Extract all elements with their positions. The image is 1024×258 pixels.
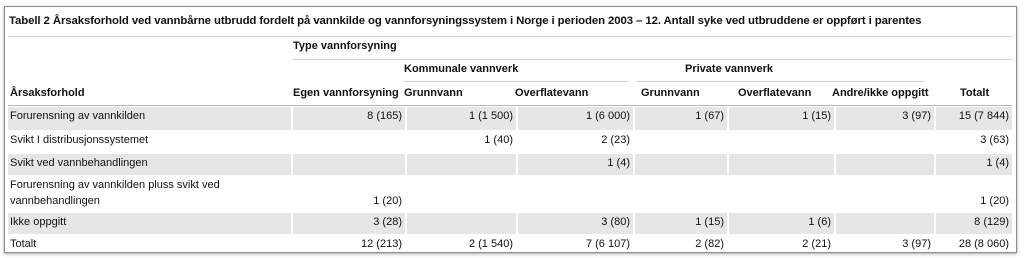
value-cell (729, 176, 834, 212)
cell-value: 3 (80) (601, 216, 630, 228)
cell-value: 3 (28) (373, 216, 402, 228)
value-cell (518, 154, 633, 175)
value-cell (407, 154, 516, 175)
header-divider (8, 105, 1012, 106)
cell-value: 15 (7 844) (958, 110, 1009, 122)
table-row (8, 176, 1012, 212)
cell-value: 1 (1 500) (468, 110, 513, 122)
group-divider (293, 59, 1012, 60)
table-row (8, 213, 1012, 234)
cell-value: 7 (6 107) (585, 238, 630, 250)
value-cell (729, 213, 834, 234)
cell-value: 8 (165) (367, 110, 402, 122)
cell-value: 3 (97) (902, 238, 931, 250)
value-cell (518, 213, 633, 234)
table-row (8, 235, 1012, 253)
group-header: Type vannforsyning (293, 40, 397, 52)
row-label: Forurensning av vannkilden (10, 110, 146, 122)
value-cell (407, 235, 516, 253)
cell-value: 1 (40) (484, 134, 513, 146)
value-cell (293, 154, 405, 175)
row-label: Totalt (10, 238, 37, 250)
row-label-continued: vannbehandlingen (10, 195, 100, 207)
row-label-cell (8, 176, 291, 212)
private-header: Private vannverk (685, 63, 774, 75)
value-cell (729, 154, 834, 175)
table-row (8, 154, 1012, 175)
value-cell (936, 154, 1012, 175)
cell-value: 2 (82) (695, 238, 724, 250)
col-header-privat-grunnvann: Grunnvann (641, 87, 700, 99)
value-cell (635, 235, 727, 253)
value-cell (635, 176, 727, 212)
cell-value: 2 (21) (802, 238, 831, 250)
value-cell (836, 176, 934, 212)
row-label-cell (8, 235, 291, 253)
cell-value: 8 (129) (974, 216, 1009, 228)
col-header-kommunal-overflatevann: Overflatevann (515, 87, 589, 99)
value-cell (635, 154, 727, 175)
cell-value: 1 (20) (980, 195, 1009, 207)
value-cell (293, 235, 405, 253)
col-header-cause: Årsaksforhold (10, 87, 85, 99)
value-cell (635, 213, 727, 234)
cell-value: 28 (8 060) (958, 238, 1009, 250)
cell-value: 1 (4) (607, 157, 630, 169)
value-cell (836, 213, 934, 234)
row-label-cell (8, 131, 291, 153)
value-cell (635, 107, 727, 130)
row-label-cell (8, 213, 291, 234)
row-label: Svikt I distribusjonssystemet (10, 134, 149, 146)
value-cell (936, 176, 1012, 212)
value-cell (518, 176, 633, 212)
cell-value: 1 (20) (373, 195, 402, 207)
cell-value: 2 (23) (601, 134, 630, 146)
value-cell (407, 176, 516, 212)
value-cell (518, 235, 633, 253)
value-cell (518, 131, 633, 153)
row-label-cell (8, 107, 291, 130)
value-cell (407, 213, 516, 234)
col-header-privat-overflatevann: Overflatevann (738, 87, 812, 99)
value-cell (836, 154, 934, 175)
value-cell (407, 107, 516, 130)
cell-value: 1 (4) (986, 157, 1009, 169)
value-cell (407, 131, 516, 153)
row-label: Forurensning av vannkilden pluss svikt ved (10, 179, 220, 191)
value-cell (518, 107, 633, 130)
cell-value: 2 (1 540) (468, 238, 513, 250)
value-cell (635, 131, 727, 153)
col-header-egen: Egen vannforsyning (293, 87, 399, 99)
value-cell (293, 107, 405, 130)
value-cell (729, 235, 834, 253)
kommunale-header: Kommunale vannverk (404, 63, 519, 75)
value-cell (293, 176, 405, 212)
value-cell (293, 131, 405, 153)
table-row (8, 107, 1012, 130)
table-caption: Tabell 2 Årsaksforhold ved vannbårne utbrudd fordelt på vannkilde og vannforsyningssystem i Norge i perioden 2003 – 12. Antall syke ved utbruddene er oppført i parentes (9, 15, 922, 27)
cell-value: 3 (63) (980, 134, 1009, 146)
value-cell (936, 235, 1012, 253)
kommunale-divider (403, 81, 629, 82)
cell-value: 1 (15) (802, 110, 831, 122)
private-divider (637, 81, 925, 82)
caption-divider (8, 36, 1012, 37)
value-cell (836, 107, 934, 130)
row-label: Ikke oppgitt (10, 216, 67, 228)
row-label: Svikt ved vannbehandlingen (10, 157, 148, 169)
cell-value: 1 (6) (808, 216, 831, 228)
value-cell (936, 107, 1012, 130)
cell-value: 1 (15) (695, 216, 724, 228)
cell-value: 1 (6 000) (585, 110, 630, 122)
table-row (8, 131, 1012, 153)
cell-value: 1 (67) (695, 110, 724, 122)
row-label-cell (8, 154, 291, 175)
value-cell (936, 213, 1012, 234)
cell-value: 12 (213) (361, 238, 402, 250)
col-header-andre: Andre/ikke oppgitt (832, 87, 929, 99)
value-cell (836, 235, 934, 253)
table-frame (4, 6, 1017, 253)
value-cell (836, 131, 934, 153)
value-cell (729, 131, 834, 153)
col-header-kommunal-grunnvann: Grunnvann (404, 87, 463, 99)
value-cell (293, 213, 405, 234)
cell-value: 3 (97) (902, 110, 931, 122)
value-cell (936, 131, 1012, 153)
value-cell (729, 107, 834, 130)
col-header-totalt: Totalt (960, 87, 990, 99)
